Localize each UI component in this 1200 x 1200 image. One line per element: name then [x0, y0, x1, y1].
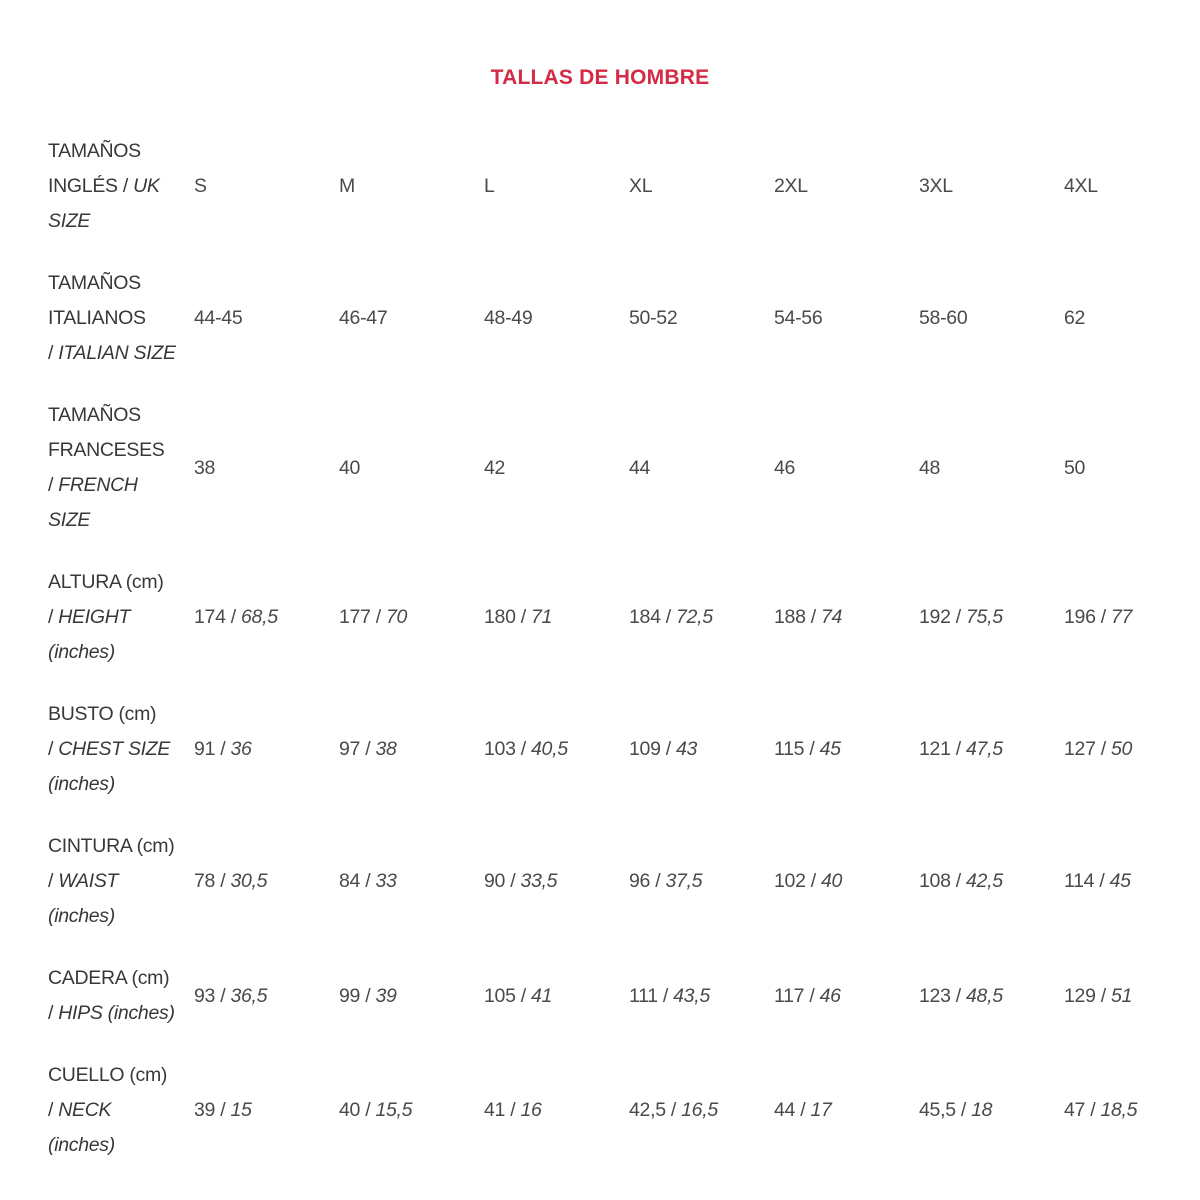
cm-value: 192	[919, 606, 951, 628]
value-separator: /	[360, 870, 376, 892]
label-segment: (inches)	[48, 641, 115, 663]
row-label-line	[48, 266, 194, 301]
value-separator: /	[805, 870, 821, 892]
size-cell	[774, 606, 919, 629]
row-label-chest	[48, 697, 194, 802]
inch-value: 46	[819, 984, 841, 1007]
inch-value: 36	[230, 738, 252, 760]
size-cell: 46-47	[339, 307, 388, 329]
cm-value: 39	[194, 1099, 216, 1121]
size-cell: 48	[919, 456, 941, 479]
inch-value: 45	[1109, 870, 1131, 892]
row-label-line	[48, 433, 194, 468]
row-label-line	[48, 732, 194, 767]
row-label-line	[48, 468, 194, 503]
cm-value: 93	[194, 984, 216, 1007]
value-separator: /	[660, 738, 676, 760]
label-segment: HEIGHT	[58, 606, 131, 628]
inch-value: 30,5	[230, 870, 268, 892]
size-cell	[774, 870, 919, 893]
inch-value: 71	[531, 606, 553, 628]
row-label-height	[48, 565, 194, 670]
inch-value: 42,5	[966, 870, 1003, 892]
label-segment: /	[48, 738, 59, 760]
table-row-height	[48, 565, 1200, 670]
size-table	[0, 134, 1200, 1163]
value-separator: /	[804, 738, 820, 760]
value-separator: /	[950, 606, 966, 628]
value-separator: /	[950, 984, 966, 1007]
size-cell: 62	[1064, 307, 1086, 329]
size-cell	[919, 738, 1064, 761]
cm-value: 196	[1064, 606, 1096, 628]
row-label-line	[48, 899, 194, 934]
inch-value: 38	[375, 738, 397, 760]
row-label-hips	[48, 961, 194, 1031]
value-separator: /	[1095, 606, 1111, 628]
label-segment: SIZE	[48, 509, 91, 531]
cm-value: 115	[774, 738, 805, 760]
label-segment: /	[48, 606, 59, 628]
size-cell: 4XL	[1064, 175, 1098, 197]
cm-value: 180	[484, 606, 516, 628]
size-cell	[629, 985, 774, 1008]
label-segment: (inches)	[48, 905, 115, 927]
inch-value: 75,5	[966, 606, 1003, 628]
inch-value: 18	[971, 1099, 993, 1121]
inch-value: 77	[1111, 606, 1133, 628]
row-label-line	[48, 169, 194, 204]
size-cell	[629, 1099, 774, 1122]
row-label-line	[48, 961, 194, 996]
label-segment: /	[48, 342, 59, 364]
row-label-line	[48, 600, 194, 635]
cm-value: 123	[919, 984, 951, 1007]
row-label-line	[48, 1058, 194, 1093]
size-cell: 44-45	[194, 307, 243, 329]
cm-value: 78	[194, 870, 216, 892]
cm-value: 121	[919, 738, 951, 760]
cm-value: 177	[339, 606, 371, 628]
size-cell: 54-56	[774, 307, 823, 329]
cm-value: 84	[339, 870, 361, 892]
row-label-line	[48, 134, 194, 169]
label-segment: BUSTO (cm)	[48, 703, 157, 725]
size-cell	[194, 1099, 339, 1122]
label-segment: /	[48, 474, 59, 496]
row-label-line	[48, 864, 194, 899]
label-segment: HIPS (inches)	[58, 1002, 175, 1024]
inch-value: 15	[230, 1099, 252, 1121]
value-separator: /	[370, 606, 386, 628]
value-separator: /	[650, 870, 666, 892]
size-cell	[1064, 1099, 1200, 1122]
value-separator: /	[225, 606, 241, 628]
size-cell: 44	[629, 456, 651, 479]
size-cell	[194, 870, 339, 893]
size-cell	[1064, 985, 1200, 1008]
inch-value: 17	[810, 1099, 832, 1121]
size-cell	[194, 738, 339, 761]
table-row-waist	[48, 829, 1200, 934]
value-separator: /	[215, 870, 231, 892]
row-label-waist	[48, 829, 194, 934]
size-cell	[1064, 606, 1200, 629]
size-cell	[919, 870, 1064, 893]
value-separator: /	[215, 738, 231, 760]
size-cell	[629, 606, 774, 629]
row-label-line	[48, 503, 194, 538]
inch-value: 72,5	[676, 606, 713, 628]
row-label-line	[48, 635, 194, 670]
size-cell: L	[484, 175, 495, 197]
size-cell	[194, 606, 339, 629]
cm-value: 99	[339, 984, 361, 1007]
cm-value: 44	[774, 1099, 796, 1121]
size-cell: 50-52	[629, 307, 678, 329]
cm-value: 91	[194, 738, 216, 760]
cm-value: 40	[339, 1099, 361, 1121]
inch-value: 50	[1111, 738, 1133, 760]
size-cell	[339, 738, 484, 761]
size-cell	[919, 606, 1064, 629]
inch-value: 39	[375, 984, 397, 1007]
size-cell	[339, 606, 484, 629]
size-cell: 40	[339, 456, 361, 479]
value-separator: /	[215, 1099, 231, 1121]
label-segment: TAMAÑOS	[48, 404, 141, 426]
label-segment: /	[48, 870, 59, 892]
label-segment: CADERA (cm)	[48, 967, 170, 989]
size-cell	[194, 985, 339, 1008]
cm-value: 90	[484, 870, 506, 892]
size-cell	[484, 738, 629, 761]
value-separator: /	[505, 870, 521, 892]
table-row-chest	[48, 697, 1200, 802]
value-separator: /	[515, 738, 531, 760]
row-label-french-size	[48, 398, 194, 538]
cm-value: 45,5	[919, 1099, 956, 1121]
label-segment: CINTURA (cm)	[48, 835, 175, 857]
inch-value: 33	[375, 870, 397, 892]
inch-value: 16	[520, 1099, 542, 1121]
cm-value: 108	[919, 870, 951, 892]
value-separator: /	[505, 1099, 521, 1121]
inch-value: 41	[531, 984, 553, 1007]
row-label-line	[48, 829, 194, 864]
cm-value: 109	[629, 738, 661, 760]
label-segment: TAMAÑOS	[48, 272, 141, 294]
value-separator: /	[1095, 738, 1111, 760]
size-cell	[339, 1099, 484, 1122]
inch-value: 36,5	[230, 984, 268, 1007]
inch-value: 40	[821, 870, 843, 892]
inch-value: 45	[819, 738, 841, 760]
size-cell	[919, 1099, 1064, 1122]
cm-value: 117	[774, 984, 805, 1007]
size-cell: 2XL	[774, 175, 808, 197]
label-segment: (inches)	[48, 773, 115, 795]
size-cell: 3XL	[919, 175, 953, 197]
label-segment: TAMAÑOS	[48, 140, 141, 162]
value-separator: /	[1094, 870, 1110, 892]
size-cell	[339, 870, 484, 893]
value-separator: /	[805, 606, 821, 628]
label-segment: UK	[133, 175, 160, 197]
size-cell: 38	[194, 456, 216, 479]
size-cell: 46	[774, 456, 796, 479]
cm-value: 127	[1064, 738, 1096, 760]
size-cell	[774, 738, 919, 761]
label-segment: /	[48, 1002, 59, 1024]
inch-value: 70	[386, 606, 408, 628]
size-cell	[774, 985, 919, 1008]
value-separator: /	[955, 1099, 972, 1121]
value-separator: /	[1095, 984, 1111, 1007]
cm-value: 102	[774, 870, 806, 892]
cm-value: 184	[629, 606, 661, 628]
size-cell: XL	[629, 175, 653, 197]
size-cell	[1064, 870, 1200, 893]
label-segment: (inches)	[48, 1134, 115, 1156]
row-label-line	[48, 767, 194, 802]
label-segment: NECK	[58, 1099, 112, 1121]
label-segment: CHEST SIZE	[58, 738, 171, 760]
row-label-italian-size	[48, 266, 194, 371]
value-separator: /	[950, 870, 966, 892]
table-row-uk-size	[48, 134, 1200, 239]
label-segment: INGLÉS /	[48, 175, 134, 197]
cm-value: 111	[629, 984, 658, 1007]
label-segment: SIZE	[48, 210, 91, 232]
table-row-french-size	[48, 398, 1200, 538]
size-cell	[774, 1099, 919, 1122]
row-label-uk-size	[48, 134, 194, 239]
size-cell: 42	[484, 456, 506, 479]
cm-value: 105	[484, 984, 516, 1007]
size-cell	[919, 985, 1064, 1008]
value-separator: /	[360, 984, 376, 1007]
label-segment: ITALIAN SIZE	[58, 342, 176, 364]
value-separator: /	[795, 1099, 811, 1121]
label-segment: WAIST	[58, 870, 119, 892]
value-separator: /	[1085, 1099, 1101, 1121]
size-cell	[629, 738, 774, 761]
table-row-italian-size	[48, 266, 1200, 371]
cm-value: 103	[484, 738, 516, 760]
inch-value: 47,5	[966, 738, 1003, 760]
value-separator: /	[660, 606, 676, 628]
size-cell	[339, 985, 484, 1008]
cm-value: 97	[339, 738, 361, 760]
size-cell	[1064, 738, 1200, 761]
row-label-line	[48, 204, 194, 239]
inch-value: 48,5	[966, 984, 1003, 1007]
value-separator: /	[804, 984, 820, 1007]
label-segment: /	[48, 1099, 59, 1121]
cm-value: 41	[484, 1099, 506, 1121]
cm-value: 47	[1064, 1099, 1086, 1121]
label-segment: CUELLO (cm)	[48, 1064, 168, 1086]
inch-value: 37,5	[665, 870, 703, 892]
cm-value: 42,5	[629, 1099, 666, 1121]
value-separator: /	[215, 984, 231, 1007]
row-label-line	[48, 1093, 194, 1128]
row-label-line	[48, 398, 194, 433]
inch-value: 43	[676, 738, 698, 760]
cm-value: 188	[774, 606, 806, 628]
size-cell	[484, 870, 629, 893]
value-separator: /	[360, 1099, 376, 1121]
value-separator: /	[515, 606, 531, 628]
value-separator: /	[950, 738, 966, 760]
inch-value: 74	[821, 606, 843, 628]
inch-value: 43,5	[673, 984, 710, 1007]
size-cell	[484, 985, 629, 1008]
size-cell	[629, 870, 774, 893]
inch-value: 40,5	[531, 738, 568, 760]
row-label-line	[48, 301, 194, 336]
label-segment: ITALIANOS	[48, 307, 146, 329]
cm-value: 174	[194, 606, 226, 628]
value-separator: /	[515, 984, 531, 1007]
label-segment: ALTURA (cm)	[48, 571, 164, 593]
label-segment: FRANCESES	[48, 439, 165, 461]
size-cell	[484, 1099, 629, 1122]
row-label-neck	[48, 1058, 194, 1163]
cm-value: 114	[1064, 870, 1095, 892]
table-row-hips	[48, 961, 1200, 1031]
inch-value: 68,5	[241, 606, 278, 628]
value-separator: /	[360, 738, 376, 760]
cm-value: 129	[1064, 984, 1096, 1007]
table-row-neck	[48, 1058, 1200, 1163]
label-segment: FRENCH	[58, 474, 138, 496]
row-label-line	[48, 697, 194, 732]
inch-value: 33,5	[520, 870, 558, 892]
row-label-line	[48, 1128, 194, 1163]
inch-value: 16,5	[681, 1099, 718, 1121]
value-separator: /	[665, 1099, 682, 1121]
size-cell	[484, 606, 629, 629]
row-label-line	[48, 565, 194, 600]
inch-value: 15,5	[375, 1099, 413, 1121]
value-separator: /	[657, 984, 674, 1007]
size-cell: 48-49	[484, 307, 533, 329]
inch-value: 51	[1111, 984, 1133, 1007]
cm-value: 96	[629, 870, 651, 892]
row-label-line	[48, 336, 194, 371]
size-cell: 58-60	[919, 307, 968, 329]
size-cell: M	[339, 175, 355, 197]
size-cell: 50	[1064, 456, 1086, 479]
page-title: TALLAS DE HOMBRE	[490, 66, 710, 89]
inch-value: 18,5	[1100, 1099, 1138, 1121]
size-cell: S	[194, 175, 207, 197]
row-label-line	[48, 996, 194, 1031]
